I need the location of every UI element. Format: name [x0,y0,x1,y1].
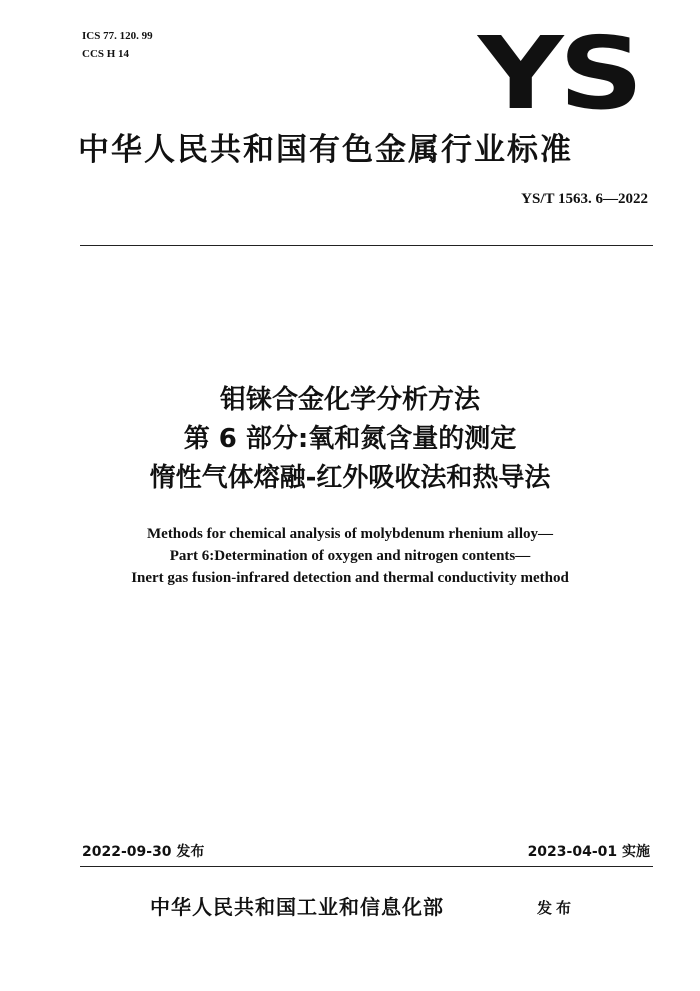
ys-logo: YS [478,15,639,132]
publish-label: 发布 [537,899,576,917]
title-en-line-1: Methods for chemical analysis of molybdenum rhenium alloy— [147,526,553,542]
ics-code: ICS 77. 120. 99 [82,30,153,42]
implementation-date: 2023-04-01 实施 [527,844,650,860]
title-en-line-3: Inert gas fusion-infrared detection and thermal conductivity method [131,570,569,586]
standard-code: YS/T 1563. 6—2022 [521,191,648,207]
title-en-line-2: Part 6:Determination of oxygen and nitrogen contents— [169,548,531,564]
issuing-ministry: 中华人民共和国工业和信息化部 [150,895,444,919]
issue-date: 2022-09-30 发布 [82,844,205,860]
top-divider [80,245,653,246]
title-cn-line-3: 惰性气体熔融-红外吸收法和热导法 [149,463,551,493]
title-cn-line-2: 第 6 部分:氧和氮含量的测定 [183,424,517,454]
standard-category-title: 中华人民共和国有色金属行业标准 [78,132,573,168]
ccs-code: CCS H 14 [82,48,130,60]
bottom-divider [80,866,653,867]
title-cn-line-1: 钼铼合金化学分析方法 [219,385,480,415]
